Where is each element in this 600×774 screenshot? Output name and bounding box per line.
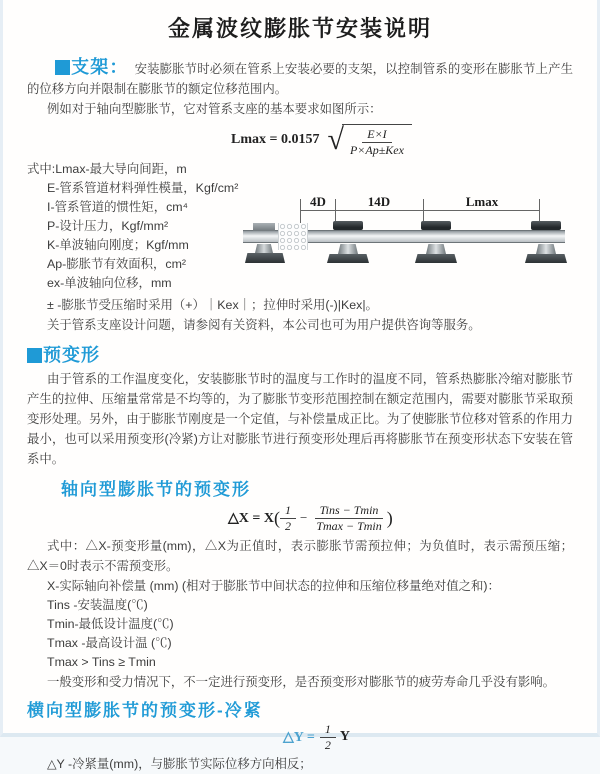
lateral-preform-heading: 横向型膨胀节的预变形-冷紧 (27, 701, 263, 720)
open-paren: ( (273, 507, 280, 528)
consulting-note: 关于管系支座设计问题，请参阅有关资料，本公司也可为用户提供咨询等服务。 (47, 318, 481, 332)
guide-saddle (426, 244, 446, 254)
guide-base (525, 254, 567, 263)
axial-where-deltax: 式中：△X-预变形量(mm)，△X为正值时，表示膨胀节需预拉伸；为负值时，表示需预压缩；△X＝0时表示不需预变形。 (27, 539, 573, 573)
guide-clamp (531, 221, 561, 230)
section-square-icon (55, 60, 70, 75)
lmax-fraction (345, 127, 409, 157)
sqrt-body (342, 124, 412, 157)
anchor-saddle (255, 244, 273, 253)
guide-support (326, 221, 370, 265)
lmax-fraction-numerator: E×I (362, 127, 391, 143)
temp-definition-item: Tmax -最高设计温 (℃) (47, 636, 172, 650)
page-title: 金属波纹膨胀节安装说明 (167, 16, 432, 41)
dimension-line (300, 210, 540, 211)
guide-clamp (421, 221, 451, 230)
dimension-label-4d: 4D (304, 194, 332, 209)
definition-item: E-管系管道材料弹性模量，Kgf/cm² (47, 181, 239, 195)
minus-sign: − (299, 510, 308, 525)
fraction-numerator: Tins − Tmin (315, 503, 384, 519)
guide-support (524, 221, 568, 265)
sqrt-radical (327, 124, 411, 157)
support-intro-paragraph (3, 55, 597, 99)
lateral-preform-formula (283, 723, 597, 751)
support-section-heading: 支架： (71, 57, 129, 77)
axial-preform-formula (228, 502, 597, 534)
guide-saddle (536, 244, 556, 254)
section-square-icon (27, 348, 42, 363)
dimension-label-lmax: Lmax (451, 194, 513, 209)
anchor-clamp (253, 223, 275, 231)
axial-formula-lhs: △X = X (228, 510, 274, 526)
anchor-support (245, 221, 285, 265)
pipe-support-diagram (243, 188, 599, 288)
guide-saddle (338, 244, 358, 254)
temp-definition-item: Tmax > Tins ≥ Tmin (47, 655, 156, 669)
lmax-fraction-denominator: P×Ap±Kex (349, 142, 404, 157)
guide-base (327, 254, 369, 263)
fraction-denominator: 2 (324, 738, 331, 752)
axial-general-note: 一般变形和受力情况下，不一定进行预变形，是否预变形对膨胀节的疲劳寿命几乎没有影响。 (47, 675, 556, 689)
temperature-definitions-list (3, 596, 597, 672)
one-half-fraction (280, 503, 296, 533)
temp-definition-item: Tmin-最低设计温度(℃) (47, 617, 174, 631)
dimension-label-14d: 14D (355, 194, 403, 209)
anchor-base (245, 253, 285, 263)
fraction-numerator: 1 (280, 503, 296, 519)
one-half-fraction (320, 722, 336, 752)
definition-item: ex-单波轴向位移，mm (47, 276, 172, 290)
plusminus-note: ± -膨胀节受压缩时采用（+）｜Kex｜；拉伸时采用(-)|Kex|。 (47, 298, 378, 312)
lateral-formula-rhs: Y (339, 729, 350, 744)
preform-section-header (3, 343, 597, 367)
axial-preform-heading: 轴向型膨胀节的预变形 (61, 480, 251, 499)
sqrt-symbol-icon: √ (327, 123, 344, 156)
fraction-denominator: Tmax − Tmin (316, 519, 382, 533)
support-example-line: 例如对于轴向型膨胀节，它对管系支座的基本要求如图所示： (47, 102, 382, 116)
temp-definition-item: Tins -安装温度(℃) (47, 598, 148, 612)
fraction-numerator: 1 (320, 722, 336, 738)
axial-where-x: X-实际轴向补偿量 (mm) (相对于膨胀节中间状态的拉伸和压缩位移量绝对值之和)： (47, 579, 500, 593)
definition-item: I-管系管道的惯性矩，cm⁴ (47, 200, 188, 214)
definition-item: 式中:Lmax-最大导向间距，m (27, 162, 187, 176)
guide-clamp (333, 221, 363, 230)
guide-base (415, 254, 457, 263)
guide-support (414, 221, 458, 265)
lmax-formula (231, 123, 597, 157)
fraction-denominator: 2 (284, 519, 291, 533)
deltay-note: △Y -冷紧量(mm)，与膨胀节实际位移方向相反； (47, 757, 312, 771)
temperature-fraction (311, 503, 386, 533)
lateral-formula-lhs: △Y = (283, 729, 315, 745)
preform-body-paragraph: 由于管系的工作温度变化，安装膨胀节时的温度与工作时的温度不同，管系热膨胀冷缩对膨胀节产生的拉伸、压缩量常常是不均等的，为了膨胀节变形范围控制在额定范围内，需要对膨胀节采取预变形处理。另外，由于膨胀节刚度是一个定值，与补偿量成正比。为了使膨胀节位移对管系的作用力最小，也可以采用预变形(冷紧)方让对膨胀节进行预变形处理后再将膨胀节在预变形状态下安装在管系中。 (27, 372, 573, 466)
lmax-formula-lhs: Lmax = 0.0157 (231, 132, 320, 147)
definition-item: P-设计压力，Kgf/mm² (47, 219, 169, 233)
close-paren: ) (386, 507, 393, 528)
preform-section-heading: 预变形 (43, 345, 100, 365)
definition-item: K-单波轴向刚度；Kgf/mm (47, 238, 189, 252)
definition-item: Ap-膨胀节有效面积，cm² (47, 257, 187, 271)
support-intro-text: 安装膨胀节时必须在管系上安装必要的支架，以控制管系的变形在膨胀节上产生的位移方向并限制在膨胀节的额定位移范围内。 (27, 62, 574, 96)
definitions-and-diagram (3, 160, 597, 293)
